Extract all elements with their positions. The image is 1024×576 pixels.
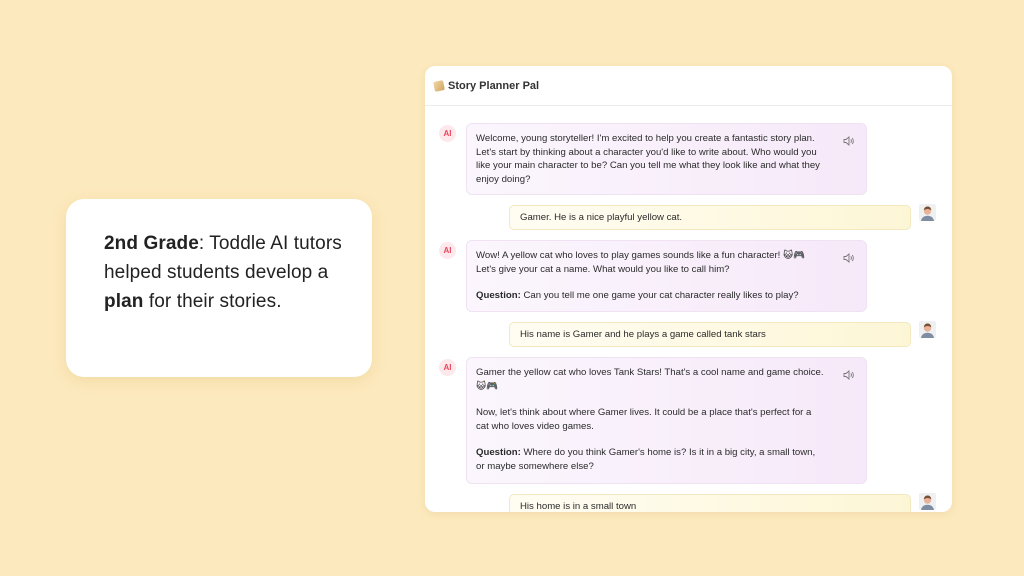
caption-text-b: for their stories.	[143, 291, 282, 312]
user-message: Gamer. He is a nice playful yellow cat.	[509, 205, 911, 230]
user-avatar	[919, 204, 936, 221]
ai-badge: AI	[439, 359, 456, 376]
question-text: Where do you think Gamer's home is? Is it in a big city, a small town, or maybe somewhere else?	[476, 447, 816, 472]
ai-question	[476, 446, 826, 473]
ai-message-text: Welcome, young storyteller! I'm excited to help you create a fantastic story plan. Let's start by thinking about a character you'd like to write about. Who would you like your main character to be? Can you tell me what they look like and what they enjoy doing?	[476, 133, 820, 185]
caption-bold-word: plan	[104, 291, 144, 312]
caption-text-a: : Toddle AI tutors helped students develop a	[104, 233, 342, 283]
ai-message-text: Now, let's think about where Gamer lives. It could be a place that's perfect for a cat who loves video games.	[476, 407, 812, 432]
ai-message	[466, 123, 867, 195]
speaker-icon[interactable]	[843, 370, 854, 380]
ai-message	[466, 357, 867, 484]
chat-window	[425, 66, 952, 512]
ai-message-text: Wow! A yellow cat who loves to play games sounds like a fun character! 😺🎮 Let's give your cat a name. What would you like to call him?	[476, 250, 805, 275]
user-avatar	[919, 493, 936, 510]
user-avatar	[919, 321, 936, 338]
question-label: Question:	[476, 290, 521, 301]
chat-header	[425, 66, 952, 106]
caption-card	[66, 199, 372, 377]
ai-badge: AI	[439, 125, 456, 142]
chat-title: Story Planner Pal	[448, 79, 540, 92]
chat-body[interactable]	[425, 106, 952, 512]
ai-badge: AI	[439, 242, 456, 259]
user-message: His name is Gamer and he plays a game called tank stars	[509, 322, 911, 347]
question-label: Question:	[476, 447, 521, 458]
ai-message-text: Gamer the yellow cat who loves Tank Stars! That's a cool name and game choice. 😺🎮	[476, 367, 824, 392]
question-text: Can you tell me one game your cat character really likes to play?	[520, 290, 799, 301]
caption-grade: 2nd Grade	[104, 233, 199, 254]
user-message: His home is in a small town	[509, 494, 911, 512]
speaker-icon[interactable]	[843, 253, 854, 263]
caption-text	[104, 229, 352, 316]
notepad-icon	[433, 80, 445, 92]
ai-message	[466, 240, 867, 312]
speaker-icon[interactable]	[843, 136, 854, 146]
ai-question	[476, 289, 826, 303]
